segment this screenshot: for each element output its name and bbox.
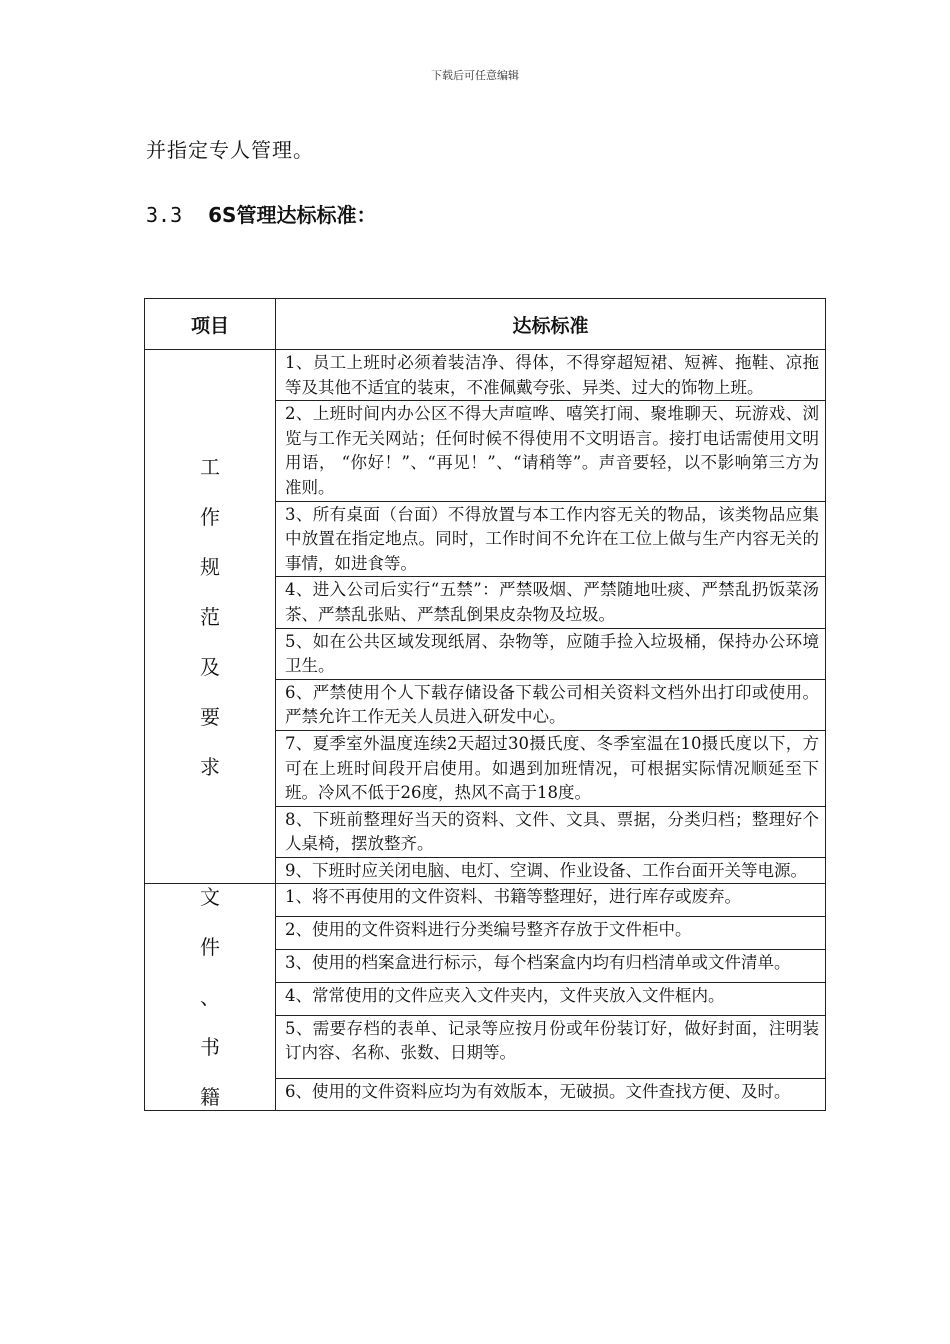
standard-item: 4、常常使用的文件应夹入文件夹内，文件夹放入文件框内。: [276, 982, 826, 1015]
category-char: 件: [200, 935, 220, 960]
page-header-note: 下载后可任意编辑: [431, 69, 519, 82]
category-char: 求: [200, 754, 220, 779]
standard-item: 6、使用的文件资料应均为有效版本，无破损。文件查找方便、及时。: [276, 1078, 826, 1111]
standard-item: 3、使用的档案盒进行标示，每个档案盒内均有归档清单或文件清单。: [276, 950, 826, 983]
standard-item: 2、使用的文件资料进行分类编号整齐存放于文件柜中。: [276, 917, 826, 950]
category-char: 规: [200, 554, 220, 579]
standard-item: 1、将不再使用的文件资料、书籍等整理好，进行库存或废弃。: [276, 884, 826, 917]
section-heading: [146, 199, 376, 228]
category-char: 籍: [200, 1085, 220, 1110]
category-char: 书: [200, 1035, 220, 1060]
table-header-row: [145, 299, 826, 350]
category-char: 范: [200, 604, 220, 629]
category-char: 文: [200, 885, 220, 910]
standard-item: 2、上班时间内办公区不得大声喧哗、嘻笑打闹、聚堆聊天、玩游戏、浏览与工作无关网站；任何时候不得使用不文明语言。接打电话需使用文明用语， “你好！”、“再见！”、“请稍等”。声音要轻，以不影响第三方为准则。: [276, 401, 826, 501]
category-cell: [145, 884, 276, 1111]
table-body: [145, 350, 826, 1111]
category-char: 作: [200, 504, 220, 529]
standard-item: 8、下班前整理好当天的资料、文件、文具、票据，分类归档；整理好个人桌椅，摆放整齐。: [276, 806, 826, 857]
standard-item: 5、需要存档的表单、记录等应按月份或年份装订好，做好封面，注明装订内容、名称、张数、日期等。: [276, 1015, 826, 1078]
standard-item: 5、如在公共区域发现纸屑、杂物等，应随手捡入垃圾桶，保持办公环境卫生。: [276, 628, 826, 679]
header-standard: 达标标准: [276, 299, 826, 350]
standard-item: 3、所有桌面（台面）不得放置与本工作内容无关的物品，该类物品应集中放置在指定地点。同时，工作时间不允许在工位上做与生产内容无关的事情，如进食等。: [276, 501, 826, 577]
section-title: 6S管理达标标准：: [208, 203, 377, 227]
category-char: 要: [200, 704, 220, 729]
header-item: 项目: [145, 299, 276, 350]
standards-table: [144, 298, 826, 1111]
category-cell: [145, 350, 276, 884]
table-row: [145, 884, 826, 917]
section-number: 3.3: [146, 203, 183, 227]
standard-item: 6、严禁使用个人下载存储设备下载公司相关资料文档外出打印或使用。严禁允许工作无关人员进入研发中心。: [276, 679, 826, 730]
continuation-paragraph: 并指定专人管理。: [146, 138, 314, 162]
category-char: 、: [200, 985, 220, 1010]
category-char: 工: [200, 454, 220, 479]
standard-item: 4、进入公司后实行“五禁”：严禁吸烟、严禁随地吐痰、严禁乱扔饭菜汤茶、严禁乱张贴、严禁乱倒果皮杂物及垃圾。: [276, 577, 826, 628]
standard-item: 7、夏季室外温度连续2天超过30摄氏度、冬季室温在10摄氏度以下，方可在上班时间段开启使用。如遇到加班情况，可根据实际情况顺延至下班。冷风不低于26度，热风不高于18度。: [276, 730, 826, 806]
category-char: 及: [200, 654, 220, 679]
table-row: [145, 350, 826, 401]
standard-item: 1、员工上班时必须着装洁净、得体，不得穿超短裙、短裤、拖鞋、凉拖等及其他不适宜的装束，不准佩戴夸张、异类、过大的饰物上班。: [276, 350, 826, 401]
standard-item: 9、下班时应关闭电脑、电灯、空调、作业设备、工作台面开关等电源。: [276, 857, 826, 884]
